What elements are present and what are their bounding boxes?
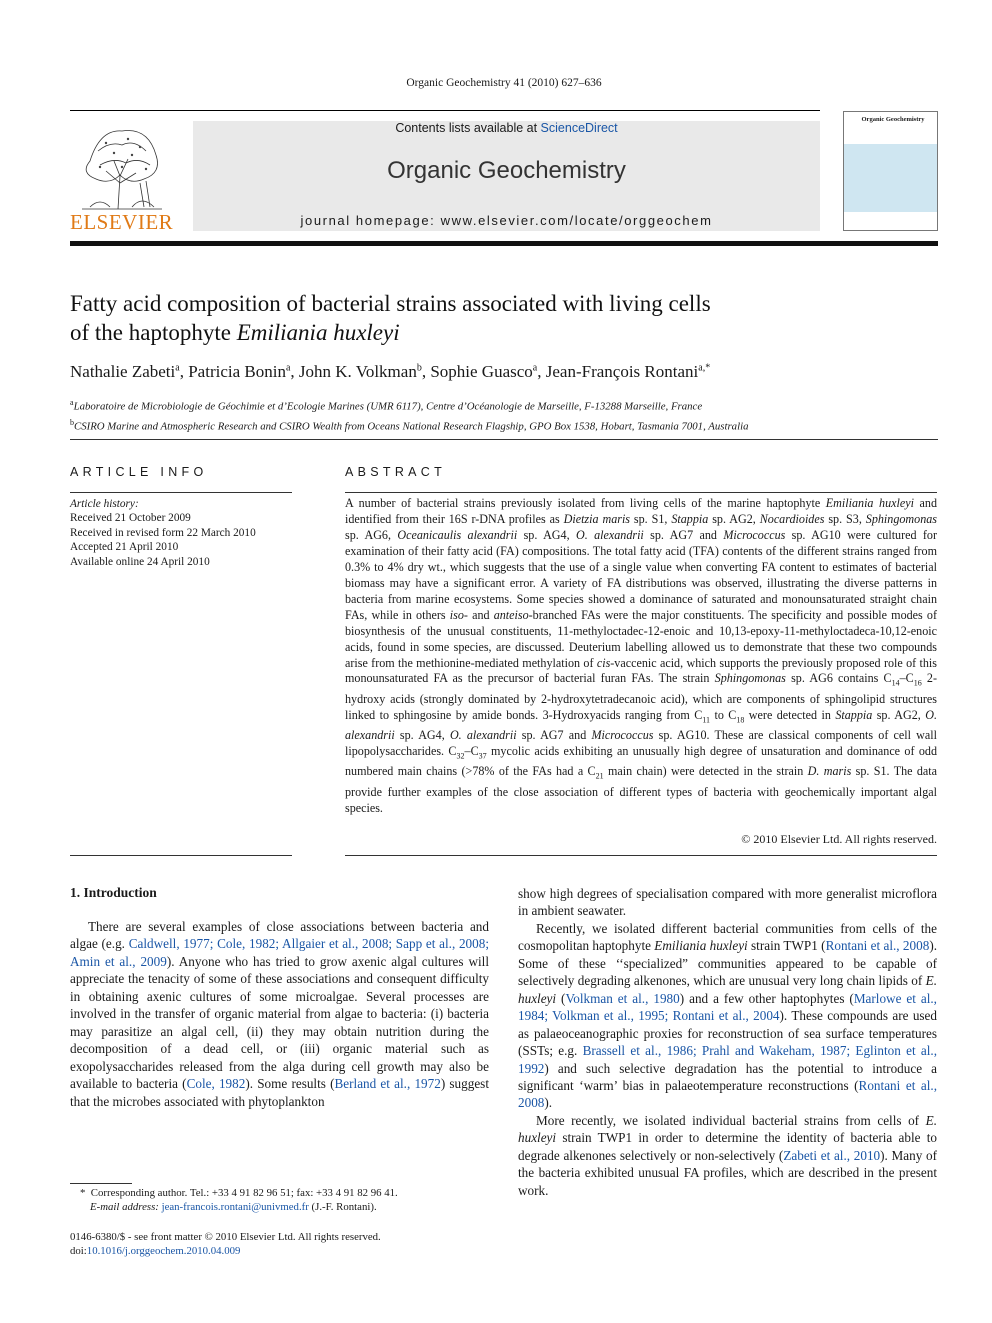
citation-link[interactable]: Cole, 1982 — [186, 1076, 246, 1092]
article-history — [70, 497, 292, 569]
body-paragraph: Recently, we isolated different bacterial communities from cells of the cosmopolitan haptophyte Emiliania huxleyi strain TWP1 (Rontani et al., 2008). Some of these ‘‘specialized” communities appeared to be capable of selectively degrading alkenones, which are unusual very long chain lipids of E. huxleyi (Volkman et al., 1980) and a few other haptophytes (Marlowe et al., 1984; Volkman et al., 1995; Rontani et al., 2004). These compounds are used as palaeoceanographic proxies for reconstruction of sea surface temperatures (SSTs; e.g. Brassell et al., 1986; Prahl and Wakeham, 1987; Eglinton et al., 1992) and such selective degradation has the potential to introduce a significant ‘warm’ bias in palaeotemperature reconstructions (Rontani et al., 2008). — [518, 920, 938, 1111]
body-paragraph: More recently, we isolated individual bacterial strains from cells of E. huxleyi strain TWP1 in order to determine the identity of bacteria able to degrade alkenones selectively or non-selectively (Zabeti et al., 2010). Many of the bacteria exhibited unusual FA profiles, which are described in the present work. — [518, 1112, 937, 1198]
email-label: E-mail address: — [90, 1201, 159, 1214]
footnote-rule — [70, 1183, 132, 1184]
cover-title: Organic Geochemistry — [861, 116, 925, 123]
author[interactable]: Jean-François Rontani$^{a,*}$ — [545, 362, 711, 381]
journal-title: Organic Geochemistry — [387, 157, 626, 184]
journal-homepage — [193, 213, 820, 228]
header-rule — [70, 110, 820, 111]
sciencedirect-link[interactable]: ScienceDirect — [540, 121, 618, 135]
citation-link[interactable]: Brassell et al., 1986; Prahl and Wakeham, 1987; Eglinton et al., 1992 — [518, 1043, 938, 1076]
citation-link[interactable]: Berland et al., 1972 — [334, 1076, 441, 1092]
history-received: Received 21 October 2009 — [70, 512, 191, 525]
article-title — [70, 289, 930, 347]
introduction-heading: 1. Introduction — [70, 885, 157, 900]
body-column-right — [518, 885, 937, 1199]
doi-link[interactable]: 10.1016/j.orggeochem.2010.04.009 — [86, 1245, 241, 1258]
citation-link[interactable]: Zabeti et al., 2010 — [783, 1147, 881, 1163]
history-label: Article history: — [70, 498, 139, 510]
divider — [70, 492, 292, 493]
contents-line — [193, 121, 820, 135]
journal-cover-thumbnail[interactable] — [843, 111, 938, 231]
author-list: Nathalie Zabeti$^a$, Patricia Bonin$^a$, John K. Volkman$^b$, Sophie Guasco$^a$, Jean-François Rontani$^{a,*}$ — [70, 362, 711, 381]
doi-prefix: doi: — [70, 1245, 87, 1258]
citation-link[interactable]: Marlowe et al., 1984; Volkman et al., 1995; Rontani et al., 2004 — [518, 990, 937, 1024]
contents-prefix: Contents lists available at — [395, 121, 541, 135]
divider — [345, 855, 937, 856]
footnote-contact: Corresponding author. Tel.: +33 4 91 82 96 51; fax: +33 4 91 82 96 41. — [90, 1187, 398, 1199]
title-line-2: of the haptophyte — [70, 320, 237, 345]
divider — [70, 855, 292, 856]
affiliations — [70, 395, 950, 434]
email-link[interactable]: jean-francois.rontani@univmed.fr — [161, 1201, 309, 1214]
citation-link[interactable]: Rontani et al., 2008 — [518, 1077, 937, 1111]
article-info-heading: ARTICLE INFO — [70, 465, 208, 479]
issn-block — [70, 1230, 490, 1259]
divider — [345, 492, 937, 493]
copyright-notice: © 2010 Elsevier Ltd. All rights reserved. — [741, 832, 937, 846]
running-head: Organic Geochemistry 41 (2010) 627–636 — [406, 77, 602, 89]
divider — [70, 439, 938, 440]
header-thick-rule — [70, 241, 938, 246]
issn-line: 0146-6380/$ - see front matter © 2010 Elsevier Ltd. All rights reserved. — [70, 1231, 381, 1243]
history-online: Available online 24 April 2010 — [70, 555, 210, 568]
body-paragraph: show high degrees of specialisation compared with more generalist microflora in ambient seawater. — [518, 886, 937, 919]
corresponding-author-footnote: * Corresponding author. Tel.: +33 4 91 82 96 51; fax: +33 4 91 82 96 41. E-mail address: jean-francois.rontani@univmed.fr (J.-F. Rontani). — [80, 1187, 398, 1214]
body-column-left — [70, 918, 489, 1110]
history-revised: Received in revised form 22 March 2010 — [70, 526, 256, 539]
email-suffix: (J.-F. Rontani). — [308, 1201, 377, 1214]
author[interactable]: Patricia Bonin$^a$ — [188, 362, 291, 381]
author[interactable]: Sophie Guasco$^a$ — [430, 362, 538, 381]
elsevier-wordmark: ELSEVIER — [70, 210, 174, 234]
body-paragraph: There are several examples of close associations between bacteria and algae (e.g. Caldwell, 1977; Cole, 1982; Allgaier et al., 2008; Sapp et al., 2008; Amin et al., 2009). Anyone who has tried to grow axenic algal cultures will appreciate the tenacity of some of these associations and consequent difficulty in obtaining axenic cultures of some microalgae. Several processes are involved in the transfer of organic material from algae to bacteria: (i) bacteria may parasitize an algal cell, (ii) they may obtain nutrition during the decomposition of a dead cell, or (iii) organic material such as exopolysaccharides released from the alga during cell growth may also be available to bacteria (Cole, 1982). Some results (Berland et al., 1972) suggest that the microbes associated with phytoplankton — [70, 919, 490, 1109]
citation-link[interactable]: Rontani et al., 2008 — [825, 938, 930, 954]
affiliation-a: $^a$Laboratoire de Microbiologie de Géochimie et d’Ecologie Marines (UMR 6117), Centre d’Océanologie de Marseille, F-13288 Marseille, France — [70, 398, 703, 413]
citation-link[interactable]: Volkman et al., 1980 — [565, 990, 680, 1006]
title-line-1: Fatty acid composition of bacterial strains associated with living cells — [70, 291, 711, 316]
abstract-text: A number of bacterial strains previously isolated from living cells of the marine haptophyte Emiliania huxleyi and identified from their 16S r-DNA profiles as Dietzia maris sp. S1, Stappia sp. AG2, Nocardioides sp. S3, Sphingomonas sp. AG6, Oceanicaulis alexandrii sp. AG4, O. alexandrii sp. AG7 and Micrococcus sp. AG10 were cultured for examination of their fatty acid (FA) compositions. The total fatty acid (TFA) contents of the different strains ranged from 0.3% to 4% dry wt., which suggests that the use of a single value when converting FA content to estimates of bacterial biomass may have a significant error. A variety of FA distributions was observed, illustrating the diverse patterns in bacteria from marine ecosystems. Some species showed a dominance of saturated and monounsaturated straight chain FAs, while in others iso- and anteiso-branched FAs were the major constituents. The specificity and possible modes of biosynthesis of the unusual constituents, 11-methyloctadec-12-enoic and 10,13-epoxy-11-methyloctadeca-10,12-enoic acids, found in some species, are discussed. Deuterium labelling allowed us to demonstrate that these two compounds arise from the methionine-mediated methylation of cis-vaccenic acid, which supports the previously proposed role of this monounsaturated FA as the precursor of bacterial furan FAs. The strain Sphingomonas sp. AG6 contains $C_{14}-C_{16}$ 2-hydroxy acids (strongly dominated by 2-hydroxytetradecanoic acid), which are components of sphingolipid structures linked to sphingosine by amide bonds. 3-Hydroxyacids ranging from $C_{11}$ to $C_{18}$ were detected in Stappia sp. AG2, O. alexandrii sp. AG4, O. alexandrii sp. AG7 and Micrococcus sp. AG10. These are classical components of cell wall lipopolysaccharides. $C_{32}-C_{37}$ mycolic acids exhibiting an unusually high degree of unsaturation and dominance of odd numbered main chains (>78% of the FAs had a $C_{21}$ main chain) were detected in the strain D. maris sp. S1. The data provide further examples of the close association of different types of bacteria with geochemically important algal species. — [345, 496, 938, 815]
citation-link[interactable]: Caldwell, 1977; Cole, 1982; Allgaier et al., 2008; Sapp et al., 2008; Amin et al., 2009 — [70, 936, 490, 969]
title-species: Emiliania huxleyi — [236, 320, 400, 345]
affiliation-b: $^b$CSIRO Marine and Atmospheric Research and CSIRO Wealth from Oceans National Research Flagship, GPO Box 1538, Hobart, Tasmania 7001, Australia — [70, 417, 749, 433]
homepage-prefix: journal homepage: — [300, 213, 441, 228]
history-accepted: Accepted 21 April 2010 — [70, 541, 179, 554]
author[interactable]: John K. Volkman$^b$ — [298, 362, 422, 381]
abstract-heading: ABSTRACT — [345, 465, 447, 479]
homepage-link[interactable]: www.elsevier.com/locate/orggeochem — [440, 213, 713, 228]
author[interactable]: Nathalie Zabeti$^a$ — [70, 362, 180, 381]
